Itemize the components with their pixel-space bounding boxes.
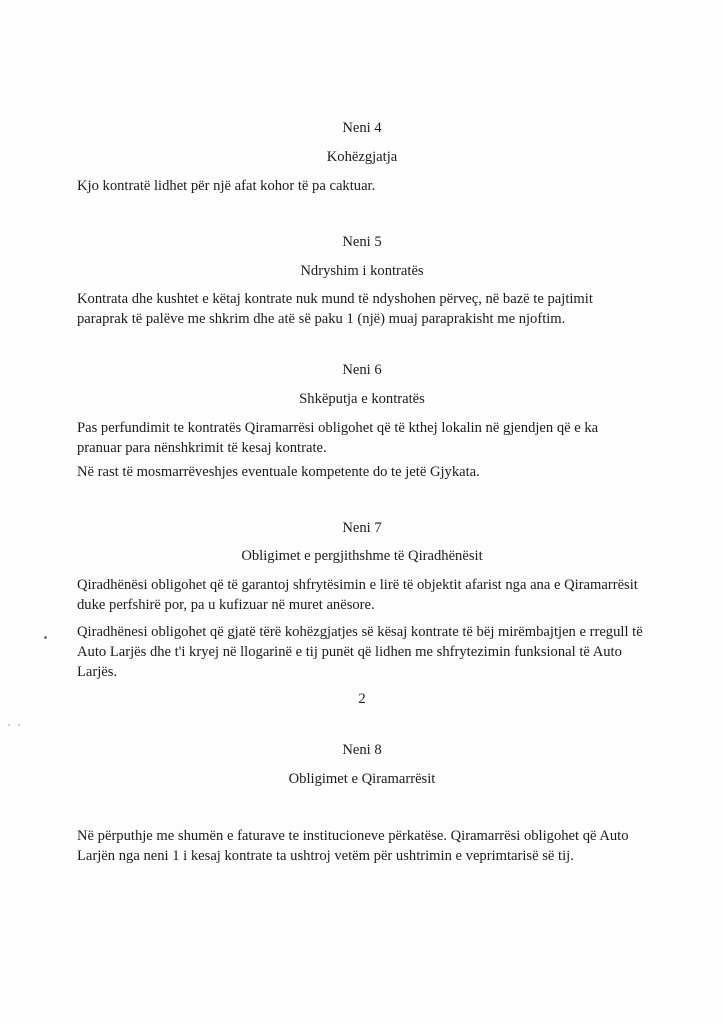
article-8-paragraph-1: [77, 826, 677, 866]
scan-speck: [44, 636, 47, 639]
text-line: paraprak të palëve me shkrim dhe atë së paku 1 (një) muaj paraprakisht me njoftim.: [77, 311, 566, 327]
text-line: Qiradhënësi obligohet që të garantoj shfrytësimin e lirë të objektit afarist nga ana e Qiramarrësit: [77, 577, 638, 593]
article-8-heading: Neni 8: [342, 742, 382, 758]
article-6-title: Shkëputja e kontratës: [299, 391, 425, 407]
article-4-title: Kohëzgjatja: [326, 149, 398, 165]
article-7-title: Obligimet e pergjithshme të Qiradhënësit: [241, 548, 483, 564]
article-6-heading: Neni 6: [342, 362, 382, 378]
text-line: Pas perfundimit te kontratës Qiramarrësi obligohet që të kthej lokalin në gjendjen që e ka: [77, 420, 599, 436]
text-line: Larjën nga neni 1 i kesaj kontrate ta ushtroj vetëm për ushtrimin e veprimtarisë së tij.: [77, 848, 574, 864]
text-line: Larjës.: [77, 664, 118, 680]
article-8-title: Obligimet e Qiramarrësit: [288, 771, 436, 787]
article-5-paragraph-1: [77, 289, 677, 329]
text-line: Auto Larjës dhe t'i kryej në llogarinë e tij punët që lidhen me shfrytezimin funksional të Auto: [77, 644, 622, 660]
article-5-title: Ndryshim i kontratës: [300, 263, 424, 279]
scan-speck: [8, 724, 10, 726]
text-line: Qiradhënesi obligohet që gjatë tërë kohëzgjatjes së kësaj kontrate të bëj mirëmbajtjen e rregull të: [77, 624, 643, 640]
text-line: Kjo kontratë lidhet për një afat kohor të pa caktuar.: [77, 178, 376, 194]
text-line: Në rast të mosmarrëveshjes eventuale kompetente do te jetë Gjykata.: [77, 464, 480, 480]
article-4-paragraph-1: [77, 176, 677, 196]
article-6-paragraph-2: [77, 462, 677, 482]
text-line: duke perfshirë por, pa u kufizuar në muret anësore.: [77, 597, 375, 613]
article-7-paragraph-2: [77, 622, 677, 682]
article-4-heading: Neni 4: [342, 120, 382, 136]
text-line: Në përputhje me shumën e faturave te institucioneve përkatëse. Qiramarrësi obligohet që Auto: [77, 828, 629, 844]
article-7-paragraph-1: [77, 575, 677, 615]
article-7-heading: Neni 7: [342, 520, 382, 536]
article-6-paragraph-1: [77, 418, 677, 458]
text-line: pranuar para nënshkrimit të kesaj kontrate.: [77, 440, 327, 456]
article-5-heading: Neni 5: [342, 234, 382, 250]
page-number: 2: [358, 691, 366, 707]
scan-speck: [18, 724, 20, 726]
text-line: Kontrata dhe kushtet e këtaj kontrate nuk mund të ndyshohen përveç, në bazë te pajtimit: [77, 291, 593, 307]
